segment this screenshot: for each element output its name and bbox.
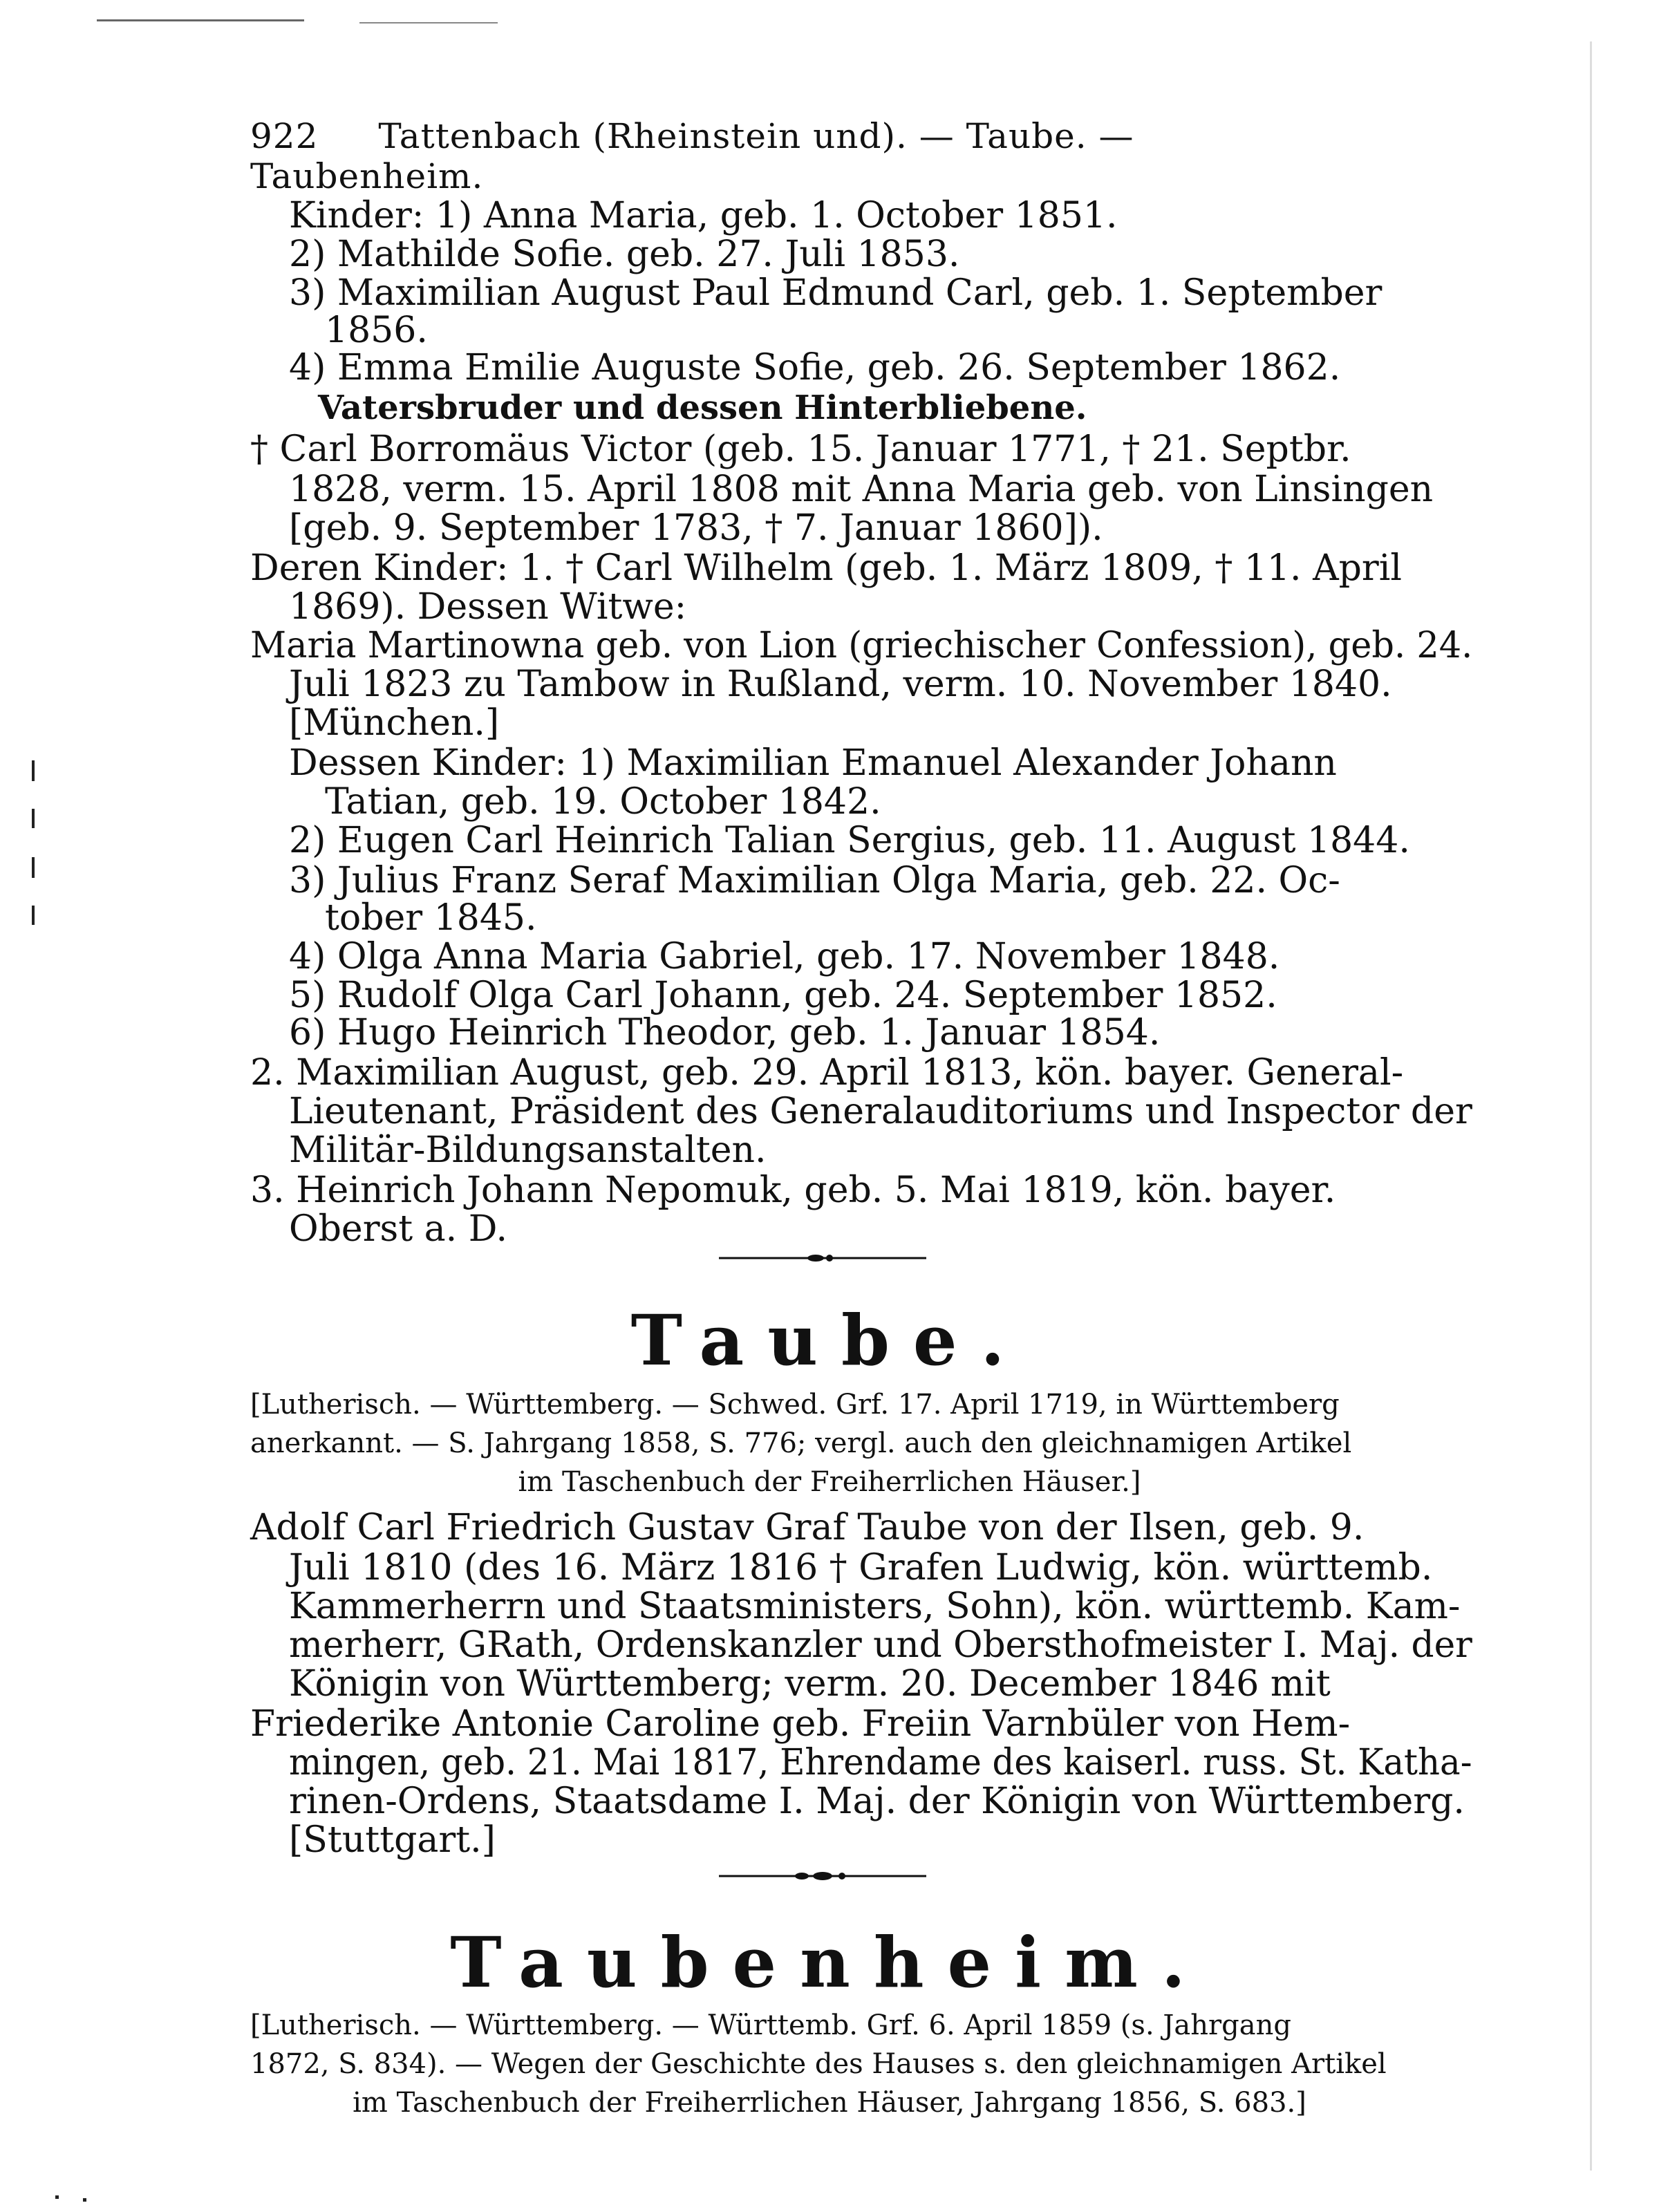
text-line: 2) Mathilde Sofie. geb. 27. Juli 1853. bbox=[289, 234, 960, 275]
text-line: 1869). Dessen Witwe: bbox=[289, 586, 687, 628]
scan-artifact bbox=[55, 2195, 59, 2199]
text-line: Oberst a. D. bbox=[289, 1208, 508, 1250]
text-line: 1828, verm. 15. April 1808 mit Anna Maria geb. von Linsingen bbox=[289, 469, 1434, 510]
text-line: rinen-Ordens, Staatsdame I. Maj. der Königin von Württemberg. bbox=[289, 1781, 1465, 1822]
scan-artifact bbox=[32, 760, 35, 781]
scan-artifact bbox=[359, 22, 498, 24]
text-line: Kinder: 1) Anna Maria, geb. 1. October 1851. bbox=[289, 195, 1118, 236]
text-line: Adolf Carl Friedrich Gustav Graf Taube von der Ilsen, geb. 9. bbox=[250, 1507, 1365, 1548]
text-line: Maria Martinowna geb. von Lion (griechischer Confession), geb. 24. bbox=[250, 625, 1473, 666]
text-line: 4) Emma Emilie Auguste Sofie, geb. 26. September 1862. bbox=[289, 347, 1341, 388]
text-line: 3) Julius Franz Seraf Maximilian Olga Maria, geb. 22. Oc- bbox=[289, 860, 1340, 901]
note-line: im Taschenbuch der Freiherrlichen Häuser, Jahrgang 1856, S. 683.] bbox=[353, 2087, 1306, 2119]
text-line: Deren Kinder: 1. † Carl Wilhelm (geb. 1. März 1809, † 11. April bbox=[250, 547, 1403, 589]
text-line: Juli 1823 zu Tambow in Rußland, verm. 10. November 1840. bbox=[289, 664, 1392, 705]
text-line: [Stuttgart.] bbox=[289, 1819, 496, 1861]
text-line: 3) Maximilian August Paul Edmund Carl, geb. 1. September bbox=[289, 272, 1382, 314]
text-line: 1856. bbox=[325, 310, 428, 351]
note-line: [Lutherisch. — Württemberg. — Schwed. Grf. 17. April 1719, in Württemberg bbox=[250, 1389, 1340, 1421]
text-line: 2) Eugen Carl Heinrich Talian Sergius, geb. 11. August 1844. bbox=[289, 820, 1410, 861]
text-line: Lieutenant, Präsident des Generalauditoriums und Inspector der bbox=[289, 1091, 1472, 1132]
subheading: Vatersbruder und dessen Hinterbliebene. bbox=[318, 388, 1087, 427]
note-line: im Taschenbuch der Freiherrlichen Häuser.] bbox=[518, 1466, 1141, 1498]
scan-artifact bbox=[1590, 41, 1592, 2171]
text-line: 2. Maximilian August, geb. 29. April 1813, kön. bayer. General- bbox=[250, 1052, 1404, 1094]
text-line: Kammerherrn und Staatsministers, Sohn), kön. württemb. Kam- bbox=[289, 1586, 1461, 1627]
text-line: mingen, geb. 21. Mai 1817, Ehrendame des kaiserl. russ. St. Katha- bbox=[289, 1742, 1472, 1783]
note-line: [Lutherisch. — Württemberg. — Württemb. Grf. 6. April 1859 (s. Jahrgang bbox=[250, 2009, 1291, 2041]
text-line: Juli 1810 (des 16. März 1816 † Grafen Ludwig, kön. württemb. bbox=[289, 1547, 1433, 1588]
text-line: [München.] bbox=[289, 702, 500, 744]
text-line: merherr, GRath, Ordenskanzler und Obersthofmeister I. Maj. der bbox=[289, 1624, 1472, 1666]
text-line: Militär-Bildungsanstalten. bbox=[289, 1130, 767, 1171]
section-divider bbox=[719, 1253, 926, 1264]
note-line: 1872, S. 834). — Wegen der Geschichte des Hauses s. den gleichnamigen Artikel bbox=[250, 2048, 1387, 2080]
scan-artifact bbox=[32, 906, 35, 925]
note-line: anerkannt. — S. Jahrgang 1858, S. 776; vergl. auch den gleichnamigen Artikel bbox=[250, 1427, 1352, 1459]
text-line: Friederike Antonie Caroline geb. Freiin Varnbüler von Hem- bbox=[250, 1703, 1351, 1745]
text-line: Dessen Kinder: 1) Maximilian Emanuel Alexander Johann bbox=[289, 742, 1337, 784]
text-line: † Carl Borromäus Victor (geb. 15. Januar 1771, † 21. Septbr. bbox=[250, 429, 1351, 470]
section-title-taubenheim: Taubenheim. bbox=[450, 1922, 1209, 2003]
text-line: Königin von Württemberg; verm. 20. December 1846 mit bbox=[289, 1663, 1331, 1705]
scan-artifact bbox=[97, 19, 304, 21]
scan-artifact bbox=[32, 857, 35, 878]
text-line: 5) Rudolf Olga Carl Johann, geb. 24. September 1852. bbox=[289, 975, 1277, 1016]
text-line: Tatian, geb. 19. October 1842. bbox=[325, 781, 881, 823]
page-header bbox=[250, 116, 1356, 196]
text-line: 6) Hugo Heinrich Theodor, geb. 1. Januar 1854. bbox=[289, 1012, 1161, 1053]
section-title-taube: Taube. bbox=[630, 1300, 1029, 1381]
scan-artifact bbox=[83, 2198, 86, 2202]
text-line: 3. Heinrich Johann Nepomuk, geb. 5. Mai 1819, kön. bayer. bbox=[250, 1170, 1336, 1211]
text-line: [geb. 9. September 1783, † 7. Januar 1860]). bbox=[289, 507, 1103, 549]
text-line: tober 1845. bbox=[325, 897, 537, 939]
page-number: 922 bbox=[250, 116, 319, 156]
section-divider bbox=[719, 1871, 926, 1882]
text-line: 4) Olga Anna Maria Gabriel, geb. 17. November 1848. bbox=[289, 936, 1280, 977]
running-title: Tattenbach (Rheinstein und). — Taube. — Taubenheim. bbox=[250, 116, 1134, 196]
scan-artifact bbox=[32, 809, 35, 828]
